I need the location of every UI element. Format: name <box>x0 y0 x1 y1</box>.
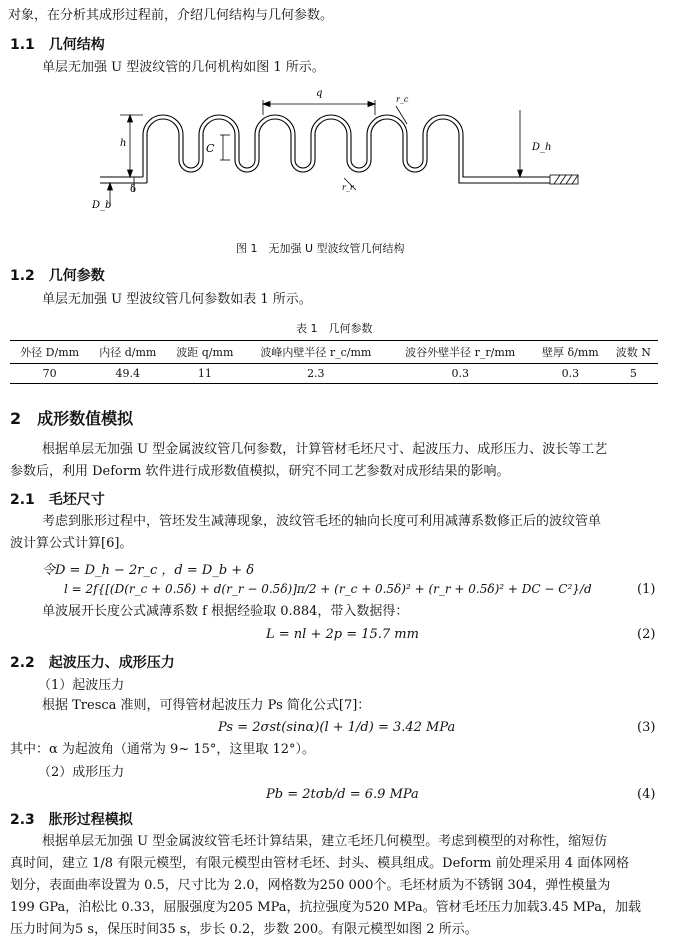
equation-3-number: (3) <box>637 720 656 735</box>
section-2-2-para1: 根据 Tresca 准则，可得管材起波压力 Ps 简化公式[7]： <box>42 698 371 713</box>
table-1-geometry-params <box>10 340 658 384</box>
label-C: C <box>206 142 215 155</box>
table-header-cell: 内径 d/mm <box>89 341 166 364</box>
equation-4-number: (4) <box>637 787 656 802</box>
equation-2-number: (2) <box>637 627 656 642</box>
section-2-1-para-line2: 波计算公式计算[6]。 <box>10 536 133 551</box>
equation-1: l = 2f{[(D(r_c + 0.5δ) + d(r_r − 0.5δ)]π/2 + (r_c + 0.5δ)² + (r_r + 0.5δ)² + DC − C²}/d <box>64 582 592 596</box>
section-2-para-line1: 根据单层无加强 U 型金属波纹管几何参数，计算管材毛坯尺寸、起波压力、成形压力、波长等工艺 <box>42 442 608 457</box>
equation-4: Pb = 2tσb/d = 6.9 MPa <box>266 787 419 802</box>
section-2-3-line1: 根据单层无加强 U 型金属波纹管毛坯计算结果，建立毛坯几何模型。考虑到模型的对称性，缩短仿 <box>42 834 608 849</box>
figure-1-caption: 图 1 无加强 U 型波纹管几何结构 <box>236 242 405 255</box>
equation-1-number: (1) <box>637 582 656 597</box>
section-2-3-line5: 压力时间为5 s，保压时间35 s，步长 0.2，步数 200。有限元模型如图 2 所示。 <box>10 922 478 937</box>
table-header-row <box>10 341 658 364</box>
section-2-1-title: 2.1 毛坯尺寸 <box>10 492 105 508</box>
section-2-3-line3: 划分，表面曲率设置为 0.5，尺寸比为 2.0，网格数为250 000个。毛坯材质为不锈钢 304，弹性模量为 <box>10 878 611 893</box>
label-rr: r_r <box>342 183 354 192</box>
section-2-1-para-line1: 考虑到胀形过程中，管坯发生减薄现象，波纹管毛坯的轴向长度可利用减薄系数修正后的波纹管单 <box>42 514 602 529</box>
label-delta: δ <box>130 184 137 195</box>
section-2-3-title: 2.3 胀形过程模拟 <box>10 812 133 828</box>
label-h: h <box>120 138 127 149</box>
equation-definition: 令D = D_h − 2r_c ，d = D_b + δ <box>42 563 255 578</box>
table-header-cell: 外径 D/mm <box>10 341 89 364</box>
table-header-cell: 波谷外壁半径 r_r/mm <box>388 341 532 364</box>
table-cell: 0.3 <box>388 364 532 384</box>
table-header-cell: 波数 N <box>609 341 658 364</box>
label-Dh: D_h <box>532 142 552 153</box>
table-header-cell: 波距 q/mm <box>166 341 243 364</box>
intro-line: 对象，在分析其成形过程前，介绍几何结构与几何参数。 <box>8 8 334 23</box>
section-1-1-para: 单层无加强 U 型波纹管的几何机构如图 1 所示。 <box>42 60 325 75</box>
table-cell: 70 <box>10 364 89 384</box>
figure-1-bellows-diagram <box>80 80 600 230</box>
table-cell: 11 <box>166 364 243 384</box>
table-header-cell: 波峰内壁半径 r_c/mm <box>243 341 388 364</box>
table-cell: 5 <box>609 364 658 384</box>
section-2-para-line2: 参数后，利用 Deform 软件进行成形数值模拟，研究不同工艺参数对成形结果的影响。 <box>10 464 510 479</box>
section-2-1-para-line3: 单波展开长度公式减薄系数 f 根据经验取 0.884，带入数据得： <box>42 604 409 619</box>
section-2-title: 2 成形数值模拟 <box>10 409 134 428</box>
table-header-cell: 壁厚 δ/mm <box>532 341 609 364</box>
section-2-2-title: 2.2 起波压力、成形压力 <box>10 655 175 671</box>
table-cell: 0.3 <box>532 364 609 384</box>
equation-2: L = nl + 2p = 15.7 mm <box>266 627 419 642</box>
section-2-3-line4: 199 GPa，泊松比 0.33，屈服强度为205 MPa，抗拉强度为520 MPa。管材毛坯压力加载3.45 MPa，加载 <box>10 900 641 915</box>
end-hatch <box>550 175 578 184</box>
label-q: q <box>316 88 323 99</box>
equation-3: Ps = 2σst(sinα)(l + 1/d) = 3.42 MPa <box>218 720 456 735</box>
section-1-2-para: 单层无加强 U 型波纹管几何参数如表 1 所示。 <box>42 292 312 307</box>
table-row <box>10 364 658 384</box>
label-Db: D_b <box>92 200 112 211</box>
section-2-3-line2: 真时间，建立 1/8 有限元模型，有限元模型由管材毛坯、封头、模具组成。Deform 前处理采用 4 面体网格 <box>10 856 630 871</box>
section-2-2-item2: （2）成形压力 <box>38 765 125 780</box>
table-cell: 2.3 <box>243 364 388 384</box>
label-rc: r_c <box>396 95 409 104</box>
table-cell: 49.4 <box>89 364 166 384</box>
table-1-caption: 表 1 几何参数 <box>296 322 373 335</box>
section-1-2-title: 1.2 几何参数 <box>10 268 105 284</box>
section-1-1-title: 1.1 几何结构 <box>10 37 105 53</box>
section-2-2-para2: 其中：α 为起波角（通常为 9~ 15°，这里取 12°）。 <box>10 742 316 757</box>
section-2-2-item1: （1）起波压力 <box>38 678 125 693</box>
